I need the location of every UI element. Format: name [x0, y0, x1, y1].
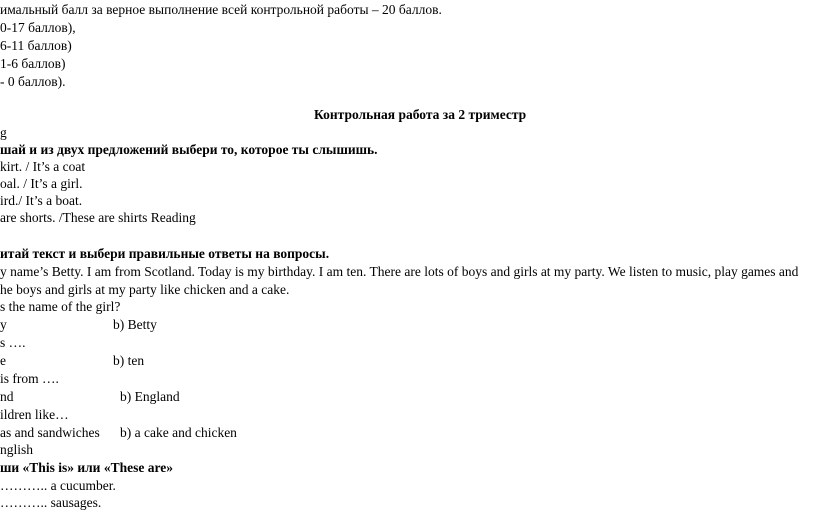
option-a: as and sandwiches: [0, 425, 100, 440]
option-b: b) a cake and chicken: [120, 425, 237, 440]
question-1: s the name of the girl?: [0, 299, 121, 314]
grade-5-range: 0-17 баллов),: [0, 20, 76, 35]
option-a: e: [0, 353, 6, 368]
task1-item-1: kirt. / It’s a coat: [0, 159, 86, 174]
grade-3-range: 1-6 баллов): [0, 56, 66, 71]
task3-line-2: ……….. sausages.: [0, 495, 102, 510]
page-title: Контрольная работа за 2 триместр: [314, 107, 527, 122]
question-5: nglish: [0, 442, 34, 457]
task1-heading: шай и из двух предложений выбери то, которое ты слышишь.: [0, 142, 378, 157]
task3-line-1: ……….. a cucumber.: [0, 478, 116, 493]
option-a: y: [0, 317, 7, 332]
task1-item-3: ird./ It’s a boat.: [0, 193, 83, 208]
option-b: b) ten: [113, 353, 145, 368]
task1-item-4: are shorts. /These are shirts Reading: [0, 210, 196, 225]
option-b: b) Betty: [113, 317, 157, 332]
task3-heading: ши «This is» или «These are»: [0, 460, 173, 475]
task1-item-2: oal. / It’s a girl.: [0, 176, 83, 191]
grade-2-range: - 0 баллов).: [0, 74, 66, 89]
max-score-line: имальный балл за верное выполнение всей контрольной работы – 20 баллов.: [0, 2, 442, 17]
option-b: b) England: [120, 389, 180, 404]
question-3: is from ….: [0, 371, 59, 386]
task2-heading: итай текст и выбери правильные ответы на вопросы.: [0, 246, 330, 261]
grade-4-range: 6-11 баллов): [0, 38, 72, 53]
question-4: ildren like…: [0, 407, 69, 422]
option-a: nd: [0, 389, 14, 404]
task2-text-line-1: y name’s Betty. I am from Scotland. Today is my birthday. I am ten. There are lots of boys and girls at my party. We listen to music, play games and: [0, 264, 799, 279]
section-label: g: [0, 125, 7, 140]
task2-text-line-2: he boys and girls at my party like chicken and a cake.: [0, 282, 290, 297]
question-2: s ….: [0, 335, 26, 350]
